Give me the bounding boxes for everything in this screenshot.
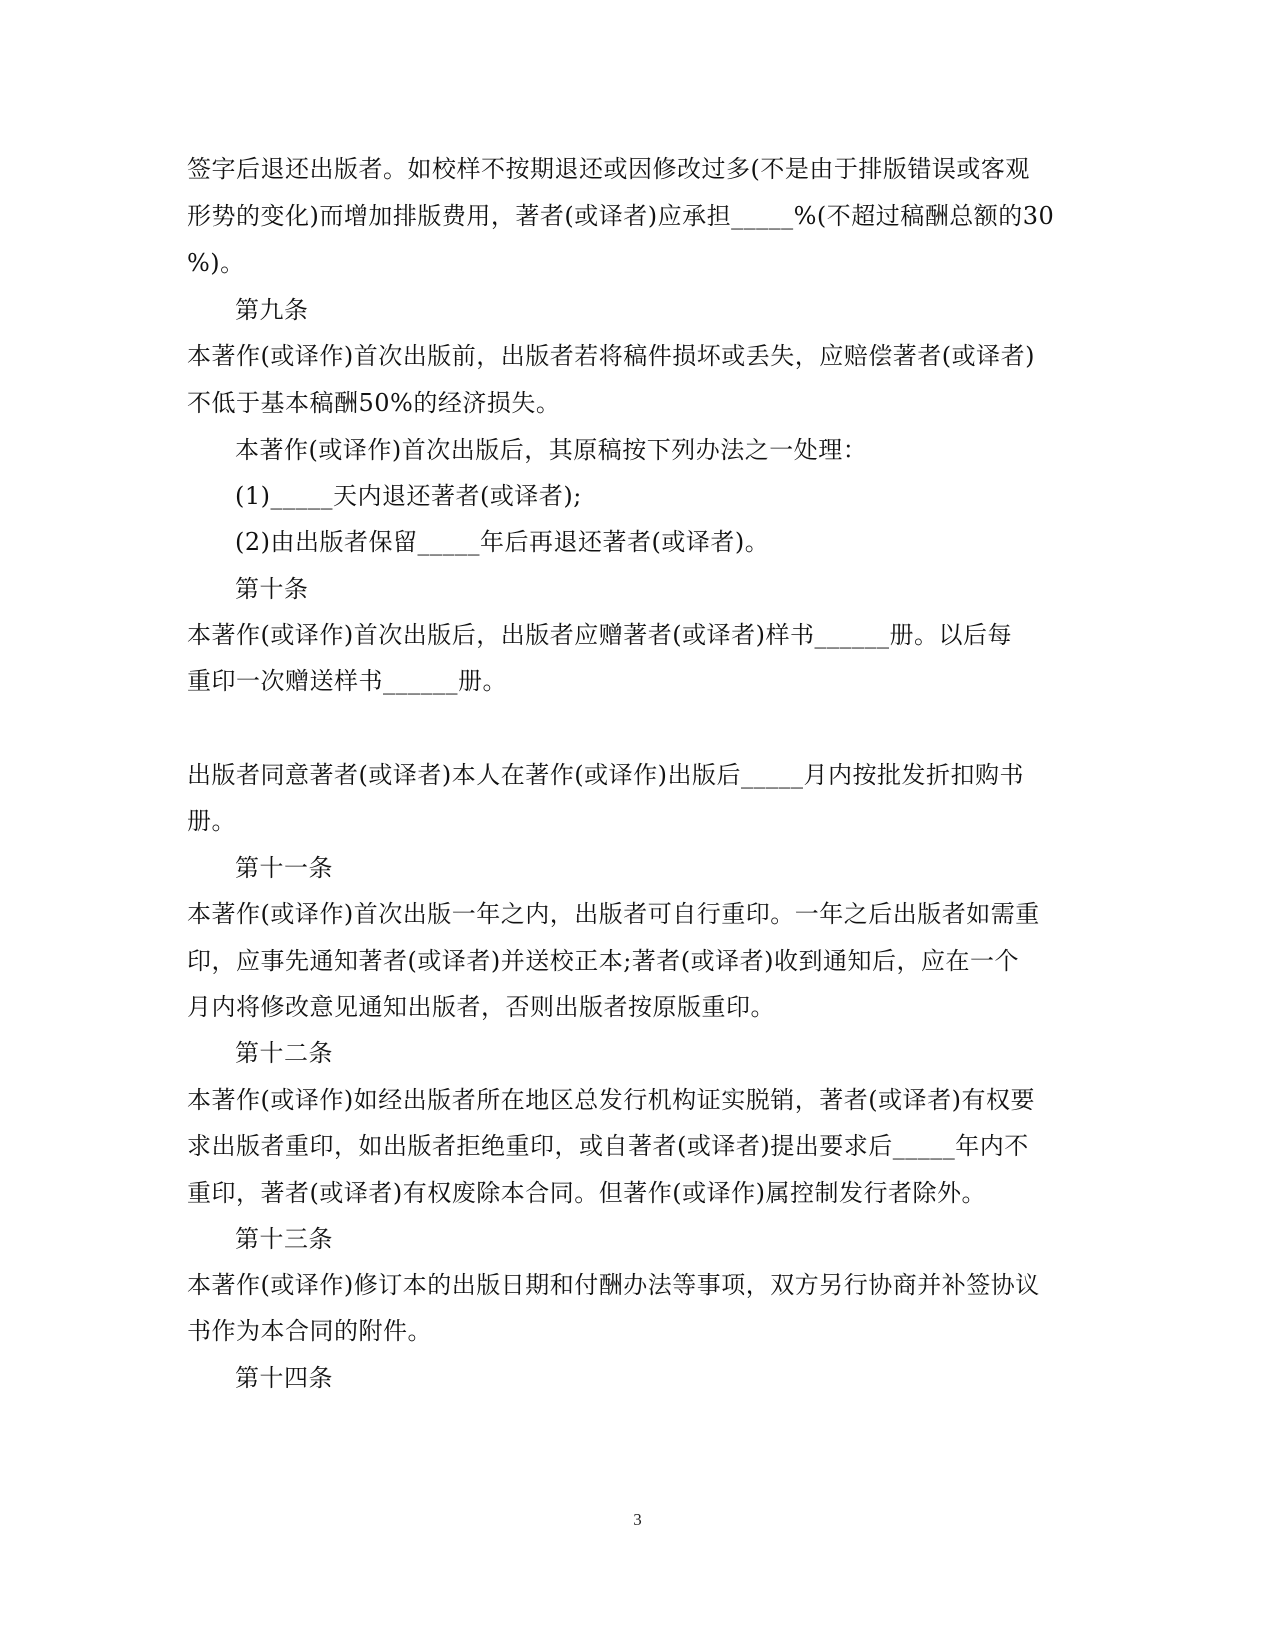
text-line: 本著作(或译作)首次出版后，出版者应赠著者(或译者)样书______册。以后每 (187, 621, 1012, 649)
article-heading: 第九条 (235, 296, 309, 324)
text-line: 本著作(或译作)修订本的出版日期和付酬办法等事项，双方另行协商并补签协议 (187, 1271, 1040, 1299)
text-line: 本著作(或译作)首次出版一年之内，出版者可自行重印。一年之后出版者如需重 (187, 900, 1040, 928)
text-line: 月内将修改意见通知出版者，否则出版者按原版重印。 (187, 993, 775, 1021)
text-line: 签字后退还出版者。如校样不按期退还或因修改过多(不是由于排版错误或客观 (187, 155, 1030, 183)
text-line: 本著作(或译作)如经出版者所在地区总发行机构证实脱销，著者(或译者)有权要 (187, 1086, 1035, 1114)
page-number: 3 (633, 1510, 642, 1529)
text-line: 重印，著者(或译者)有权废除本合同。但著作(或译作)属控制发行者除外。 (187, 1179, 986, 1207)
text-line: %)。 (187, 249, 245, 277)
article-heading: 第十二条 (235, 1039, 333, 1067)
article-heading: 第十三条 (235, 1225, 333, 1253)
text-line: (1)_____天内退还著者(或译者); (235, 482, 582, 510)
text-line: 重印一次赠送样书______册。 (187, 667, 507, 695)
text-line: 形势的变化)而增加排版费用，著者(或译者)应承担_____%(不超过稿酬总额的30 (187, 202, 1055, 230)
text-line: 不低于基本稿酬50%的经济损失。 (187, 389, 561, 417)
text-line: 本著作(或译作)首次出版后，其原稿按下列办法之一处理： (235, 436, 868, 464)
text-line: 印，应事先通知著者(或译者)并送校正本;著者(或译者)收到通知后，应在一个 (187, 947, 1020, 975)
article-heading: 第十一条 (235, 854, 333, 882)
text-line: 本著作(或译作)首次出版前，出版者若将稿件损坏或丢失，应赔偿著者(或译者) (187, 342, 1035, 370)
article-heading: 第十四条 (235, 1364, 333, 1392)
article-heading: 第十条 (235, 575, 309, 603)
text-line: (2)由出版者保留_____年后再退还著者(或译者)。 (235, 528, 770, 556)
text-line: 册。 (187, 807, 236, 835)
text-line: 书作为本合同的附件。 (187, 1317, 432, 1345)
text-line: 求出版者重印，如出版者拒绝重印，或自著者(或译者)提出要求后_____年内不 (187, 1132, 1029, 1160)
text-line: 出版者同意著者(或译者)本人在著作(或译作)出版后_____月内按批发折扣购书 (187, 761, 1024, 789)
